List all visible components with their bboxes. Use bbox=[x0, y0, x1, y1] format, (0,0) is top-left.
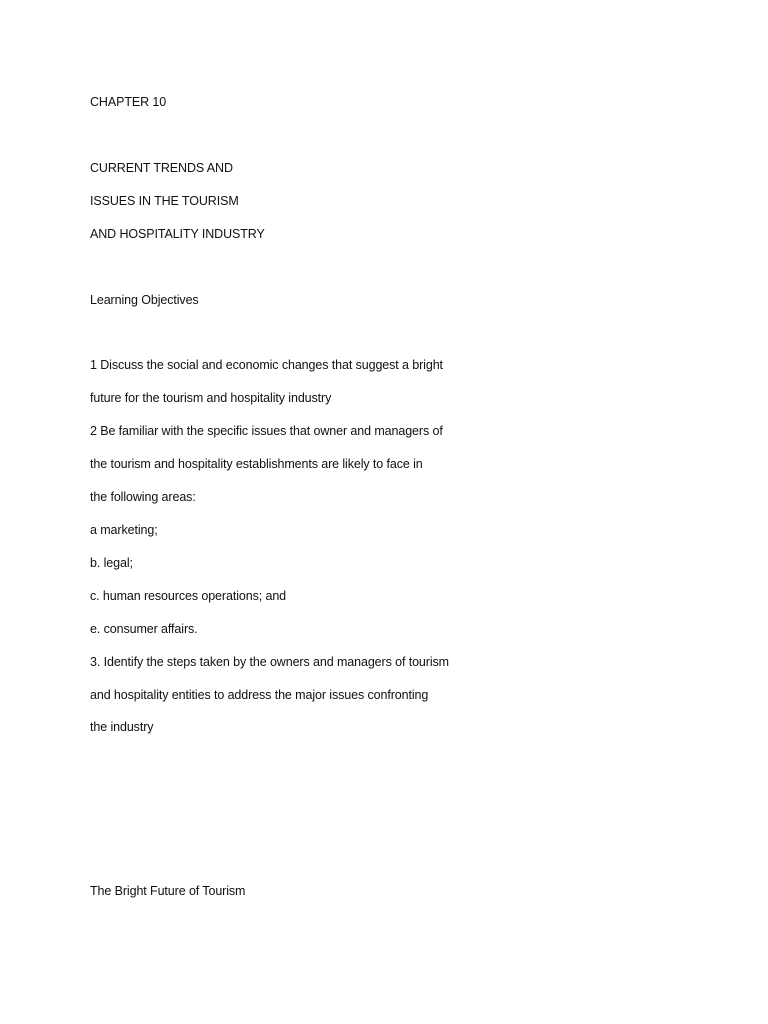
objective-line: 2 Be familiar with the specific issues that owner and managers of bbox=[90, 424, 443, 438]
objective-line: 3. Identify the steps taken by the owners and managers of tourism bbox=[90, 655, 449, 669]
objective-line: the following areas: bbox=[90, 490, 196, 504]
objective-line: a marketing; bbox=[90, 523, 158, 537]
objective-line: b. legal; bbox=[90, 556, 133, 570]
objective-line: 1 Discuss the social and economic changes that suggest a bright bbox=[90, 358, 443, 372]
chapter-label: CHAPTER 10 bbox=[90, 95, 167, 109]
objectives-heading: Learning Objectives bbox=[90, 293, 199, 307]
title-line-2: ISSUES IN THE TOURISM bbox=[90, 194, 239, 208]
title-line-1: CURRENT TRENDS AND bbox=[90, 161, 233, 175]
objective-line: future for the tourism and hospitality industry bbox=[90, 391, 332, 405]
objective-line: and hospitality entities to address the major issues confronting bbox=[90, 688, 429, 702]
title-line-3: AND HOSPITALITY INDUSTRY bbox=[90, 227, 265, 241]
section-heading: The Bright Future of Tourism bbox=[90, 884, 246, 898]
objective-line: the industry bbox=[90, 720, 154, 734]
objective-line: c. human resources operations; and bbox=[90, 589, 287, 603]
objective-line: the tourism and hospitality establishments are likely to face in bbox=[90, 457, 423, 471]
objective-line: e. consumer affairs. bbox=[90, 622, 198, 636]
